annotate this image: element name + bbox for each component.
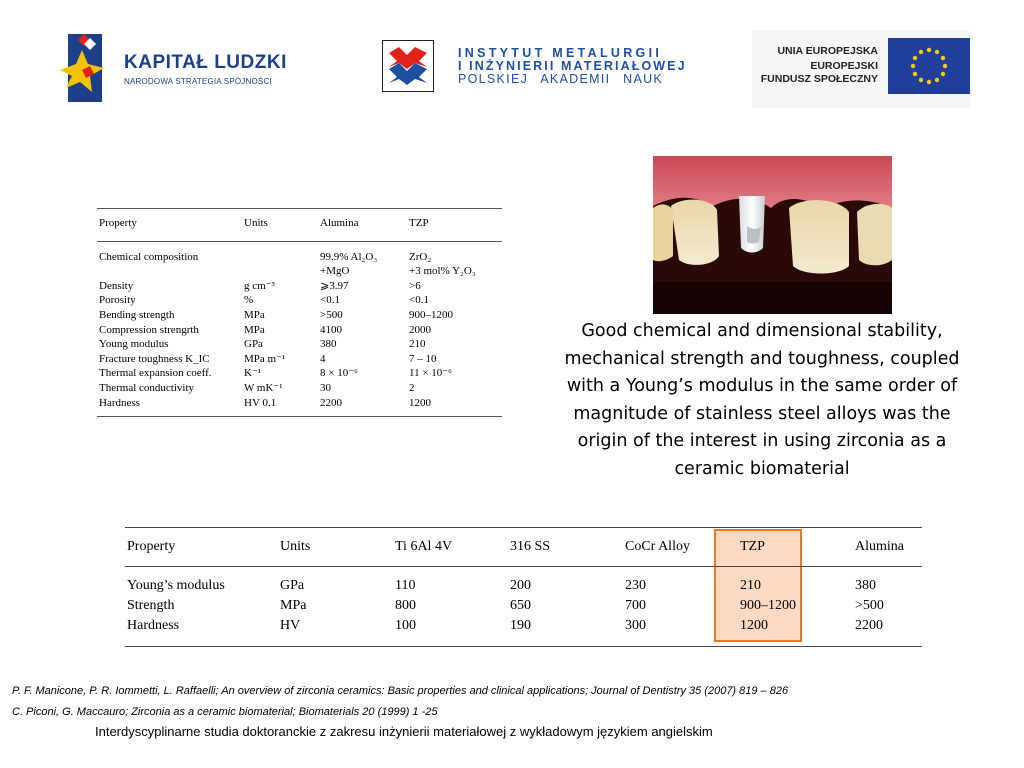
- table-cell: >6: [409, 279, 421, 292]
- table-cell: 300: [625, 618, 646, 633]
- table-cell: <0.1: [320, 294, 340, 307]
- column-header: 316 SS: [510, 539, 551, 554]
- reference-1: P. F. Manicone, P. R. Iommetti, L. Raffaelli; An overview of zirconia ceramics: Basic properties and clinical applications; Journal of Dentistry 35 (2007) 819 – 826: [12, 685, 789, 697]
- table-cell: >500: [320, 308, 343, 321]
- table-cell: 900–1200: [740, 598, 796, 613]
- table-cell: 2200: [855, 618, 883, 633]
- table-cell: HV 0.1: [244, 396, 277, 409]
- table-cell: 2200: [320, 396, 342, 409]
- table-cell: 7 – 10: [409, 352, 437, 365]
- table-row: [97, 381, 502, 396]
- column-header: Ti 6Al 4V: [395, 539, 453, 554]
- table-cell: HV: [280, 618, 301, 633]
- table-cell: MPa m⁻¹: [244, 352, 286, 365]
- table-cell: 11 × 10⁻⁶: [409, 367, 452, 380]
- institute-mark-icon: [382, 40, 434, 92]
- table-cell: 4: [320, 352, 326, 365]
- table-cell: [242, 241, 318, 279]
- table-cell: ⩾3.97: [320, 279, 349, 292]
- column-header: Property: [99, 217, 137, 229]
- dental-zirconia-abutment-photo: [653, 156, 892, 314]
- table-cell: Fracture toughness K_IC: [99, 352, 210, 365]
- biomaterials-comparison-table: [125, 527, 922, 647]
- kapital-ludzki-title: KAPITAŁ LUDZKI: [124, 52, 287, 73]
- table-cell: 99.9% Al₂O₃ +MgO: [320, 250, 378, 278]
- table-cell: 380: [855, 578, 876, 593]
- table-cell: 210: [409, 338, 426, 351]
- table-cell: MPa: [244, 323, 265, 336]
- table-row: [125, 596, 922, 616]
- table-cell: >500: [855, 598, 884, 613]
- table-cell: 210: [740, 578, 761, 593]
- eu-line-3: FUNDUSZ SPOŁECZNY: [760, 73, 878, 85]
- table-cell: 800: [395, 598, 416, 613]
- table-cell: 8 × 10⁻⁶: [320, 367, 358, 380]
- reference-2: C. Piconi, G. Maccauro; Zirconia as a ceramic biomaterial; Biomaterials 20 (1999) 1 -25: [12, 706, 438, 718]
- table-cell: Chemical composition: [99, 250, 199, 263]
- table-row: [97, 241, 502, 279]
- table-cell: K⁻¹: [244, 367, 262, 380]
- footer-program-text: Interdyscyplinarne studia doktoranckie z zakresu inżynierii materiałowej z wykładowym językiem angielskim: [95, 724, 713, 739]
- alumina-tzp-properties-table: [97, 208, 502, 417]
- table-cell: 650: [510, 598, 531, 613]
- table-row: [97, 279, 502, 294]
- table-cell: Porosity: [99, 294, 136, 307]
- table-row: [97, 366, 502, 381]
- table-cell: Density: [99, 279, 134, 292]
- table-row: [97, 323, 502, 338]
- kapital-ludzki-logo: [60, 30, 310, 108]
- table-cell: 110: [395, 578, 416, 593]
- table-cell: 200: [510, 578, 531, 593]
- eu-line-1: UNIA EUROPEJSKA: [777, 45, 878, 57]
- table-row: [125, 616, 922, 647]
- institute-name-line-3: POLSKIEJ AKADEMII NAUK: [458, 72, 664, 86]
- table-cell: Hardness: [99, 396, 140, 409]
- table-cell: GPa: [244, 338, 263, 351]
- column-header: Units: [244, 217, 268, 229]
- table-cell: Young modulus: [99, 338, 169, 351]
- column-header: Alumina: [855, 539, 904, 554]
- table-row: [97, 337, 502, 352]
- column-header: Property: [127, 539, 176, 554]
- table-cell: Young’s modulus: [127, 578, 225, 593]
- table-cell: 230: [625, 578, 646, 593]
- column-header: TZP: [740, 539, 765, 554]
- table-cell: Strength: [127, 598, 175, 613]
- eu-line-2: EUROPEJSKI: [810, 60, 878, 72]
- table-row: [97, 352, 502, 367]
- institute-name-line-2: I INŻYNIERII MATERIAŁOWEJ: [458, 59, 687, 73]
- kapital-ludzki-mark-icon: [60, 30, 110, 108]
- table-row: [97, 293, 502, 308]
- table-cell: Hardness: [127, 618, 180, 633]
- table-cell: 700: [625, 598, 646, 613]
- table-header-row: [97, 209, 502, 242]
- table-cell: ZrO₂ +3 mol% Y₂O₃: [409, 250, 476, 278]
- zirconia-interest-caption: Good chemical and dimensional stability, mechanical strength and toughness, coupled with a Young’s modulus in the same order of magnitude of stainless steel alloys was the origin of the interest in using zirconia as a ceramic biomaterial: [564, 321, 960, 479]
- table-cell: MPa: [280, 598, 307, 613]
- table-cell: %: [244, 294, 254, 307]
- table-cell: <0.1: [409, 294, 429, 307]
- kapital-ludzki-subtitle: NARODOWA STRATEGIA SPÓJNOŚCI: [124, 77, 272, 86]
- table-cell: Bending strength: [99, 308, 175, 321]
- column-header: TZP: [409, 217, 429, 229]
- table-cell: 190: [510, 618, 531, 633]
- institute-name-line-1: INSTYTUT METALURGII: [458, 46, 663, 60]
- table-cell: MPa: [244, 308, 265, 321]
- table-cell: 30: [320, 381, 331, 394]
- column-header: Units: [280, 539, 311, 554]
- table-row: [97, 308, 502, 323]
- table-cell: 380: [320, 338, 337, 351]
- table-cell: Thermal conductivity: [99, 381, 194, 394]
- table-cell: Compression strengrth: [99, 323, 199, 336]
- table-cell: 1200: [740, 618, 768, 633]
- table-cell: Thermal expansion coeff.: [99, 367, 212, 380]
- table-cell: GPa: [280, 578, 305, 593]
- table-cell: g cm⁻³: [244, 279, 275, 292]
- table-cell: 100: [395, 618, 416, 633]
- column-header: CoCr Alloy: [625, 539, 690, 554]
- table-row: [125, 567, 922, 597]
- table-cell: 1200: [409, 396, 431, 409]
- eu-social-fund-logo: [752, 30, 970, 108]
- eu-flag-icon: [888, 38, 970, 94]
- table-cell: 2: [409, 381, 415, 394]
- table-cell: 900–1200: [409, 308, 453, 321]
- table-cell: 4100: [320, 323, 342, 336]
- table-cell: W mK⁻¹: [244, 381, 283, 394]
- column-header: Alumina: [320, 217, 359, 229]
- table-header-row: [125, 528, 922, 567]
- institute-logo: [382, 40, 687, 96]
- table-cell: 2000: [409, 323, 431, 336]
- table-row: [97, 396, 502, 417]
